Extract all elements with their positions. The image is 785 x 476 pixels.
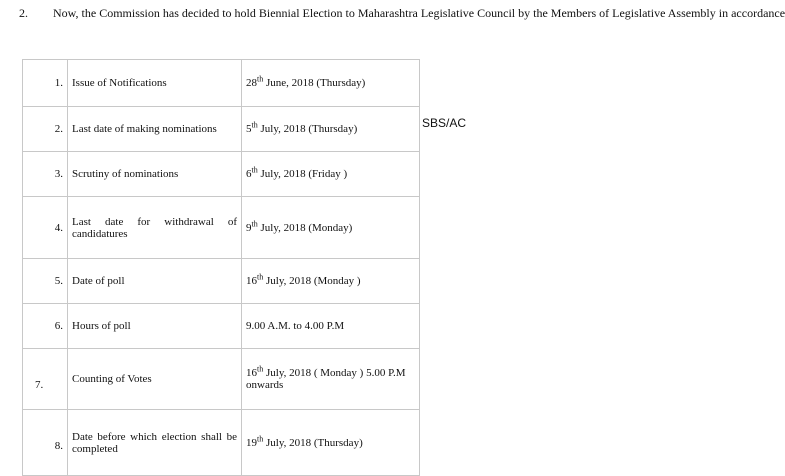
row-number: 5. bbox=[23, 259, 68, 304]
table-row bbox=[23, 152, 420, 197]
item-line-1: Last date for withdrawal of bbox=[72, 215, 237, 228]
date-day: 19 bbox=[246, 436, 257, 449]
row-number-text: 7. bbox=[35, 379, 44, 391]
date-suffix: th bbox=[257, 74, 264, 84]
date-day: 16 bbox=[246, 367, 257, 379]
paragraph-text: Now, the Commission has decided to hold Biennial Election to Maharashtra Legislative Council by the Members of Legislative Assembly in accordance bbox=[53, 6, 785, 20]
row-item: Last date of making nominations bbox=[68, 107, 242, 152]
date-rest: July, 2018 (Friday ) bbox=[257, 168, 348, 180]
reference-code: SBS/AC bbox=[422, 116, 467, 130]
row-number: 4. bbox=[23, 197, 68, 259]
date-rest: July, 2018 (Monday) bbox=[257, 221, 353, 234]
date-rest-line-2: onwards bbox=[246, 379, 284, 391]
row-number bbox=[23, 349, 68, 410]
table-row bbox=[23, 259, 420, 304]
row-item: Issue of Notifications bbox=[68, 60, 242, 107]
row-date bbox=[242, 152, 420, 197]
paragraph-number: 2. bbox=[19, 6, 28, 20]
item-line-1: Date before which election shall be bbox=[72, 430, 237, 443]
row-item bbox=[68, 410, 242, 476]
item-line-2: candidatures bbox=[72, 227, 128, 240]
date-rest: July, 2018 (Thursday) bbox=[257, 123, 358, 135]
table-row bbox=[23, 304, 420, 349]
date-rest: July, 2018 ( Monday ) 5.00 P.M bbox=[263, 367, 406, 379]
table-row bbox=[23, 60, 420, 107]
row-number-text: 8. bbox=[54, 439, 63, 452]
date-day: 16 bbox=[246, 275, 257, 287]
date-day: 5 bbox=[246, 123, 252, 135]
election-schedule-table bbox=[22, 59, 420, 476]
row-date: 9.00 A.M. to 4.00 P.M bbox=[242, 304, 420, 349]
row-number bbox=[23, 410, 68, 476]
date-day: 9 bbox=[246, 221, 252, 234]
row-item: Date of poll bbox=[68, 259, 242, 304]
row-number: 3. bbox=[23, 152, 68, 197]
row-date bbox=[242, 410, 420, 476]
row-date bbox=[242, 60, 420, 107]
table-row bbox=[23, 197, 420, 259]
row-number: 2. bbox=[23, 107, 68, 152]
date-day: 6 bbox=[246, 168, 252, 180]
row-date bbox=[242, 349, 420, 410]
date-rest: July, 2018 (Monday ) bbox=[263, 275, 361, 287]
table-row bbox=[23, 410, 420, 476]
date-day: 28 bbox=[246, 77, 257, 89]
row-number: 6. bbox=[23, 304, 68, 349]
date-rest: June, 2018 (Thursday) bbox=[263, 77, 366, 89]
row-item: Scrutiny of nominations bbox=[68, 152, 242, 197]
item-line-2: completed bbox=[72, 442, 118, 455]
row-item: Counting of Votes bbox=[68, 349, 242, 410]
row-date bbox=[242, 197, 420, 259]
table-row bbox=[23, 349, 420, 410]
row-item bbox=[68, 197, 242, 259]
row-date bbox=[242, 107, 420, 152]
date-suffix: th bbox=[257, 272, 264, 282]
date-suffix: th bbox=[257, 433, 264, 443]
date-suffix: th bbox=[251, 120, 258, 130]
date-suffix: th bbox=[257, 364, 264, 374]
row-date bbox=[242, 259, 420, 304]
date-rest: July, 2018 (Thursday) bbox=[263, 436, 363, 449]
row-item: Hours of poll bbox=[68, 304, 242, 349]
row-number: 1. bbox=[23, 60, 68, 107]
table-row bbox=[23, 107, 420, 152]
date-suffix: th bbox=[251, 218, 258, 228]
date-suffix: th bbox=[251, 165, 258, 175]
